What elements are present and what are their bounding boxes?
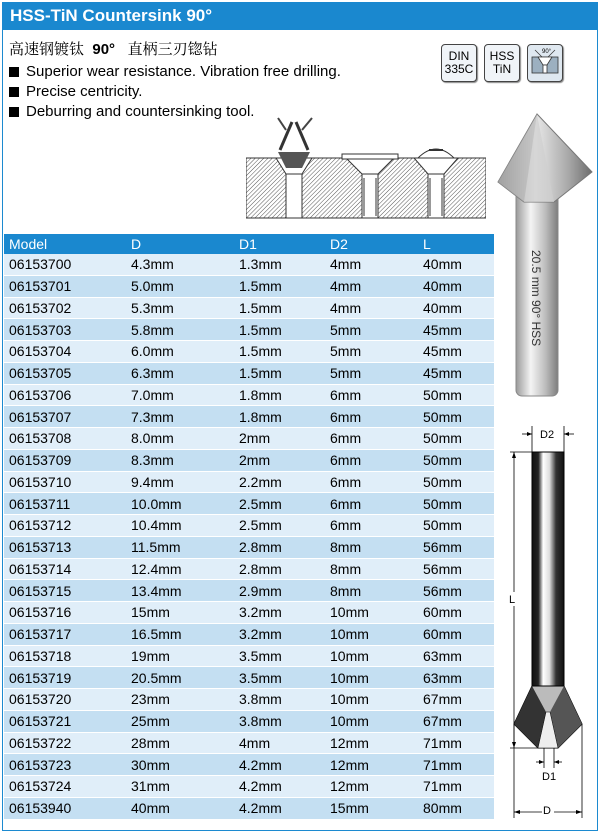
cell-l: 67mm [423, 713, 462, 730]
cell-model: 06153710 [9, 473, 72, 490]
table-row [4, 754, 494, 776]
cell-d2: 6mm [330, 430, 362, 447]
cell-model: 06153712 [9, 517, 72, 534]
table-header [4, 234, 494, 254]
cell-d1: 1.5mm [239, 321, 282, 338]
cell-l: 45mm [423, 321, 462, 338]
cell-d2: 10mm [330, 604, 369, 621]
cell-model: 06153718 [9, 647, 72, 664]
cell-d2: 5mm [330, 321, 362, 338]
countersink-angle-icon [527, 44, 563, 82]
table-row [4, 254, 494, 276]
table-row [4, 428, 494, 450]
cell-model: 06153722 [9, 734, 72, 751]
col-header-l: L [423, 236, 431, 252]
svg-text:D2: D2 [540, 429, 555, 441]
cell-d1: 2.9mm [239, 582, 282, 599]
table-row [4, 276, 494, 298]
svg-text:90°: 90° [542, 49, 552, 55]
cell-d: 13.4mm [131, 582, 182, 599]
feature-item: Deburring and countersinking tool. [9, 102, 341, 122]
cell-d2: 10mm [330, 647, 369, 664]
cell-d1: 1.5mm [239, 343, 282, 360]
cell-d2: 6mm [330, 408, 362, 425]
feature-item: Precise centricity. [9, 82, 341, 102]
cell-d1: 2.5mm [239, 517, 282, 534]
cell-d1: 1.5mm [239, 299, 282, 316]
cell-d: 23mm [131, 691, 170, 708]
cell-model: 06153940 [9, 800, 72, 817]
table-row [4, 646, 494, 668]
cell-d1: 2.5mm [239, 495, 282, 512]
cell-model: 06153704 [9, 343, 72, 360]
countersink-usage-diagram [246, 112, 486, 239]
cell-model: 06153720 [9, 691, 72, 708]
cell-d: 6.0mm [131, 343, 174, 360]
table-row [4, 776, 494, 798]
cell-d: 10.4mm [131, 517, 182, 534]
table-row [4, 493, 494, 515]
bullet-square-icon [9, 67, 19, 77]
cell-d: 28mm [131, 734, 170, 751]
cell-model: 06153715 [9, 582, 72, 599]
cell-l: 50mm [423, 408, 462, 425]
cell-d: 19mm [131, 647, 170, 664]
cell-l: 63mm [423, 647, 462, 664]
table-row [4, 711, 494, 733]
cell-d2: 10mm [330, 691, 369, 708]
cell-d2: 12mm [330, 756, 369, 773]
feature-item: Superior wear resistance. Vibration free drilling. [9, 62, 341, 82]
cell-l: 50mm [423, 452, 462, 469]
cell-d1: 1.3mm [239, 256, 282, 273]
cell-d1: 2.8mm [239, 560, 282, 577]
cell-d: 5.8mm [131, 321, 174, 338]
cell-model: 06153706 [9, 386, 72, 403]
page-title: HSS-TiN Countersink 90° [2, 2, 598, 30]
cell-model: 06153723 [9, 756, 72, 773]
table-row [4, 559, 494, 581]
cell-d1: 1.5mm [239, 365, 282, 382]
cell-l: 45mm [423, 365, 462, 382]
cell-d: 7.3mm [131, 408, 174, 425]
cell-d: 16.5mm [131, 626, 182, 643]
col-header-d: D [131, 236, 142, 252]
cell-model: 06153703 [9, 321, 72, 338]
countersink-photo [494, 110, 598, 411]
cell-l: 80mm [423, 800, 462, 817]
cell-d2: 6mm [330, 473, 362, 490]
cell-d1: 2.8mm [239, 539, 282, 556]
cell-d: 30mm [131, 756, 170, 773]
subtitle-cn-suffix: 直柄三刃锪钻 [127, 41, 218, 58]
table-row [4, 602, 494, 624]
cell-model: 06153711 [9, 495, 71, 512]
svg-text:L: L [509, 594, 516, 606]
table-row [4, 406, 494, 428]
cell-d: 7.0mm [131, 386, 174, 403]
cell-model: 06153701 [9, 278, 72, 295]
table-row [4, 363, 494, 385]
subtitle-cn-prefix: 高速钢镀钛 [9, 41, 85, 58]
subtitle [9, 38, 218, 59]
badge-group [441, 44, 563, 82]
cell-l: 50mm [423, 495, 462, 512]
cell-d1: 3.2mm [239, 604, 282, 621]
cell-d: 31mm [131, 778, 170, 795]
cell-model: 06153719 [9, 669, 72, 686]
cell-d2: 4mm [330, 278, 362, 295]
table-row [4, 798, 494, 820]
cell-d2: 12mm [330, 734, 369, 751]
col-header-d2: D2 [330, 236, 348, 252]
cell-l: 50mm [423, 430, 462, 447]
table-row [4, 733, 494, 755]
cell-model: 06153707 [9, 408, 72, 425]
cell-d1: 4.2mm [239, 756, 282, 773]
cell-l: 71mm [423, 778, 462, 795]
table-row [4, 472, 494, 494]
cell-d: 9.4mm [131, 473, 174, 490]
cell-d1: 1.8mm [239, 408, 282, 425]
cell-d1: 2.2mm [239, 473, 282, 490]
cell-d1: 4mm [239, 734, 271, 751]
cell-d2: 6mm [330, 495, 362, 512]
cell-d2: 5mm [330, 365, 362, 382]
cell-l: 71mm [423, 756, 462, 773]
cell-l: 71mm [423, 734, 462, 751]
cell-d1: 3.5mm [239, 669, 282, 686]
cell-model: 06153702 [9, 299, 72, 316]
col-header-model: Model [9, 236, 48, 252]
cell-model: 06153709 [9, 452, 72, 469]
cell-l: 50mm [423, 386, 462, 403]
cell-model: 06153721 [9, 713, 72, 730]
cell-d1: 2mm [239, 430, 271, 447]
table-row [4, 450, 494, 472]
cell-d: 11.5mm [131, 539, 181, 556]
cell-d1: 3.5mm [239, 647, 282, 664]
cell-d: 25mm [131, 713, 170, 730]
cell-l: 40mm [423, 299, 462, 316]
cell-d2: 6mm [330, 386, 362, 403]
svg-text:20.5 mm 90° HSS: 20.5 mm 90° HSS [529, 250, 543, 347]
spec-table [4, 234, 494, 820]
cell-d1: 3.2mm [239, 626, 282, 643]
cell-l: 50mm [423, 517, 462, 534]
cell-d: 15mm [131, 604, 170, 621]
cell-d: 12.4mm [131, 560, 182, 577]
table-row [4, 689, 494, 711]
cell-d1: 4.2mm [239, 778, 282, 795]
cell-d2: 10mm [330, 713, 369, 730]
cell-d: 6.3mm [131, 365, 174, 382]
cell-d2: 10mm [330, 669, 369, 686]
cell-model: 06153708 [9, 430, 72, 447]
bullet-square-icon [9, 107, 19, 117]
cell-l: 40mm [423, 256, 462, 273]
col-header-d1: D1 [239, 236, 257, 252]
cell-d2: 8mm [330, 539, 362, 556]
cell-d: 8.3mm [131, 452, 174, 469]
cell-d2: 8mm [330, 560, 362, 577]
cell-l: 50mm [423, 473, 462, 490]
cell-model: 06153700 [9, 256, 72, 273]
svg-text:D1: D1 [542, 771, 557, 783]
cell-model: 06153705 [9, 365, 72, 382]
cell-model: 06153716 [9, 604, 72, 621]
cell-d1: 4.2mm [239, 800, 282, 817]
cell-d2: 6mm [330, 517, 362, 534]
cell-l: 56mm [423, 560, 462, 577]
cell-model: 06153714 [9, 560, 72, 577]
cell-d: 5.0mm [131, 278, 174, 295]
subtitle-angle: 90° [92, 41, 116, 58]
cell-d1: 3.8mm [239, 713, 282, 730]
table-row [4, 319, 494, 341]
cell-d2: 15mm [330, 800, 369, 817]
table-row [4, 385, 494, 407]
cell-model: 06153713 [9, 539, 72, 556]
cell-d2: 4mm [330, 256, 362, 273]
cell-d1: 2mm [239, 452, 271, 469]
table-row [4, 667, 494, 689]
cell-d1: 3.8mm [239, 691, 282, 708]
cell-d: 5.3mm [131, 299, 174, 316]
cell-l: 40mm [423, 278, 462, 295]
table-row [4, 537, 494, 559]
cell-l: 56mm [423, 582, 462, 599]
cell-l: 60mm [423, 626, 462, 643]
svg-text:D: D [543, 805, 551, 817]
cell-l: 56mm [423, 539, 462, 556]
cell-d2: 4mm [330, 299, 362, 316]
table-body [4, 254, 494, 820]
cell-l: 60mm [423, 604, 462, 621]
cell-l: 63mm [423, 669, 462, 686]
cell-d: 40mm [131, 800, 170, 817]
dimension-drawing [496, 412, 596, 835]
cell-l: 67mm [423, 691, 462, 708]
cell-d: 10.0mm [131, 495, 182, 512]
cell-d: 4.3mm [131, 256, 174, 273]
cell-d2: 8mm [330, 582, 362, 599]
cell-d2: 12mm [330, 778, 369, 795]
cell-d1: 1.8mm [239, 386, 282, 403]
cell-d2: 5mm [330, 343, 362, 360]
din-badge: DIN 335C [441, 44, 477, 82]
cell-d: 8.0mm [131, 430, 174, 447]
table-row [4, 580, 494, 602]
cell-model: 06153724 [9, 778, 72, 795]
table-row [4, 341, 494, 363]
cell-d2: 10mm [330, 626, 369, 643]
cell-l: 45mm [423, 343, 462, 360]
hss-tin-badge: HSS TiN [484, 44, 520, 82]
cell-model: 06153717 [9, 626, 72, 643]
cell-d2: 6mm [330, 452, 362, 469]
bullet-square-icon [9, 87, 19, 97]
table-row [4, 515, 494, 537]
table-row [4, 624, 494, 646]
table-row [4, 298, 494, 320]
cell-d: 20.5mm [131, 669, 182, 686]
cell-d1: 1.5mm [239, 278, 282, 295]
